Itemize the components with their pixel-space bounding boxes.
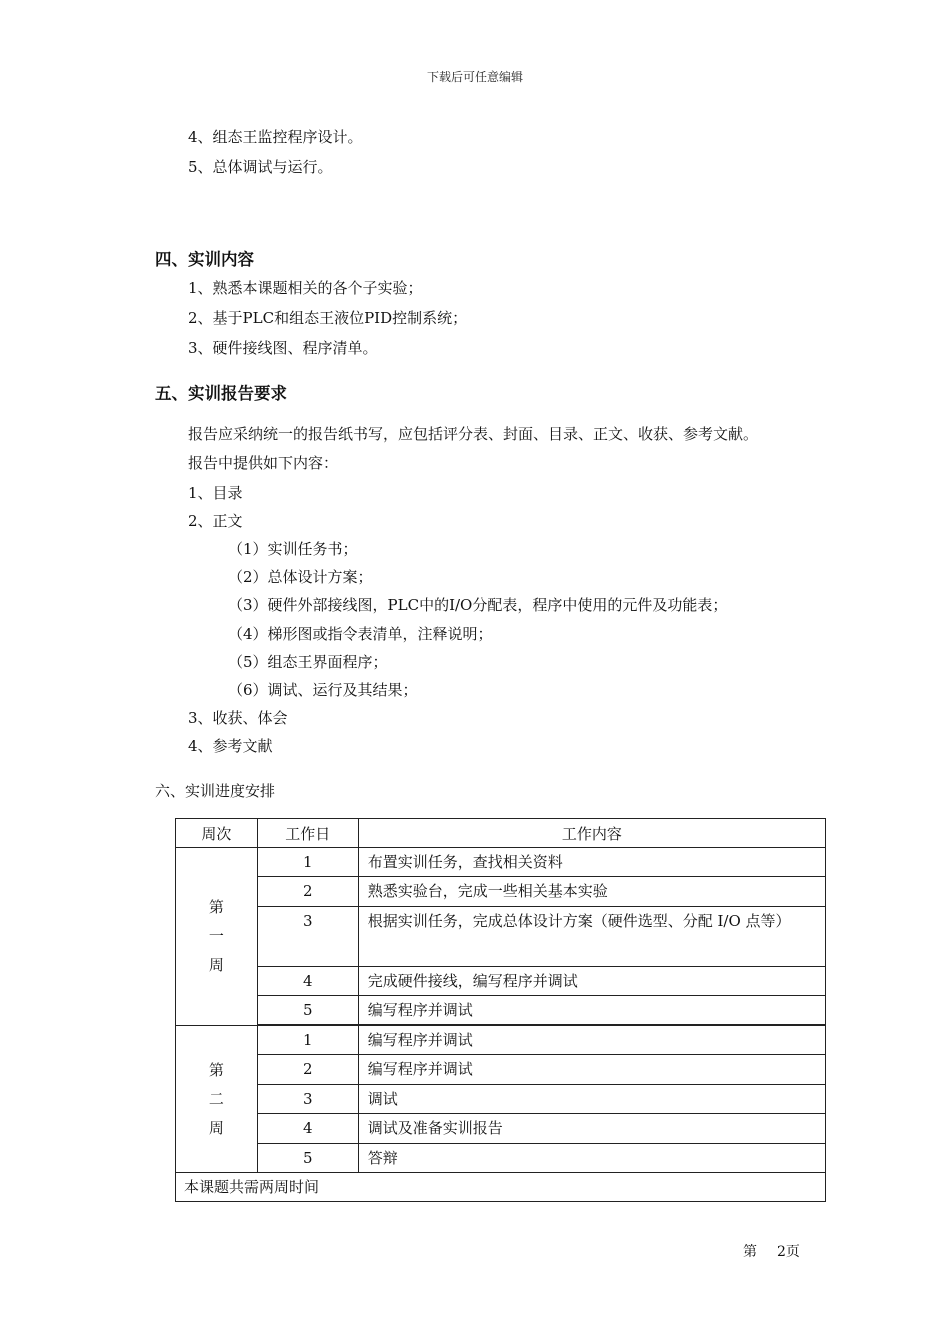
content-cell: 布置实训任务，查找相关资料 xyxy=(358,848,825,877)
workday-cell: 4 xyxy=(257,1114,358,1144)
section4-title: 四、实训内容 xyxy=(155,250,254,269)
section5-subitem-5: （5）组态王界面程序； xyxy=(228,653,388,671)
table-row xyxy=(176,1114,826,1144)
section5-item-4: 4、参考文献 xyxy=(188,737,273,755)
table-row xyxy=(176,907,826,967)
table-note-row xyxy=(176,1173,826,1202)
section4-item-1: 1、熟悉本课题相关的各个子实验； xyxy=(188,279,423,297)
section5-item-3: 3、收获、体会 xyxy=(188,709,288,727)
footer-suffix: 页 xyxy=(785,1244,800,1260)
page-header: 下载后可任意编辑 xyxy=(426,70,523,84)
section4-item-3: 3、硬件接线图、程序清单。 xyxy=(188,339,378,357)
content-cell: 答辩 xyxy=(358,1144,825,1173)
workday-cell: 1 xyxy=(257,848,358,877)
week2-cell xyxy=(176,1026,258,1173)
table-row xyxy=(176,1055,826,1085)
section5-item-2: 2、正文 xyxy=(188,512,243,530)
schedule-note: 本课题共需两周时间 xyxy=(176,1173,826,1202)
section5-subitem-6: （6）调试、运行及其结果； xyxy=(228,681,418,699)
schedule-table xyxy=(175,818,826,1202)
workday-cell: 5 xyxy=(257,996,358,1025)
workday-cell: 5 xyxy=(257,1144,358,1173)
section5-subitem-3: （3）硬件外部接线图，PLC中的I/O分配表，程序中使用的元件及功能表； xyxy=(228,596,728,614)
workday-cell: 2 xyxy=(257,877,358,907)
content-cell: 编写程序并调试 xyxy=(358,1055,825,1085)
section5-paragraph-2: 报告中提供如下内容： xyxy=(188,454,339,472)
content-cell: 熟悉实验台，完成一些相关基本实验 xyxy=(358,877,825,907)
section5-item-1: 1、目录 xyxy=(188,484,243,502)
footer-prefix: 第 xyxy=(743,1244,757,1260)
page-number: 2 xyxy=(777,1244,786,1260)
intro-item-4: 4、组态王监控程序设计。 xyxy=(188,128,363,146)
page-footer xyxy=(743,1241,800,1261)
table-row xyxy=(176,1144,826,1173)
week2-label: 第 二 周 xyxy=(208,1060,224,1137)
header-week: 周次 xyxy=(176,819,258,848)
intro-item-5: 5、总体调试与运行。 xyxy=(188,158,333,176)
section4-item-2: 2、基于PLC和组态王液位PID控制系统； xyxy=(188,309,468,327)
workday-cell: 2 xyxy=(257,1055,358,1085)
header-workday: 工作日 xyxy=(257,819,358,848)
section5-paragraph-1: 报告应采纳统一的报告纸书写，应包括评分表、封面、目录、正文、收获、参考文献。 xyxy=(188,425,759,443)
content-cell: 编写程序并调试 xyxy=(358,1026,825,1055)
content-cell: 根据实训任务，完成总体设计方案（硬件选型、分配 I/O 点等） xyxy=(358,907,825,967)
content-cell: 完成硬件接线，编写程序并调试 xyxy=(358,967,825,996)
workday-cell: 1 xyxy=(257,1026,358,1055)
workday-cell: 4 xyxy=(257,967,358,996)
section5-subitem-4: （4）梯形图或指令表清单，注释说明； xyxy=(228,625,493,643)
section5-subitem-2: （2）总体设计方案； xyxy=(228,568,373,586)
table-row xyxy=(176,877,826,907)
content-cell: 调试 xyxy=(358,1085,825,1114)
section5-title: 五、实训报告要求 xyxy=(155,384,287,403)
table-row xyxy=(176,1026,826,1055)
workday-cell: 3 xyxy=(257,907,358,967)
table-row xyxy=(176,996,826,1025)
content-cell: 调试及准备实训报告 xyxy=(358,1114,825,1144)
week1-label: 第 一 周 xyxy=(208,898,224,974)
section5-subitem-1: （1）实训任务书； xyxy=(228,540,358,558)
content-cell: 编写程序并调试 xyxy=(358,996,825,1025)
table-header-row xyxy=(176,819,826,848)
table-row xyxy=(176,967,826,996)
section6-title: 六、实训进度安排 xyxy=(155,782,276,800)
table-row xyxy=(176,848,826,877)
workday-cell: 3 xyxy=(257,1085,358,1114)
week1-cell xyxy=(176,848,258,1026)
header-content: 工作内容 xyxy=(358,819,825,848)
table-row xyxy=(176,1085,826,1114)
